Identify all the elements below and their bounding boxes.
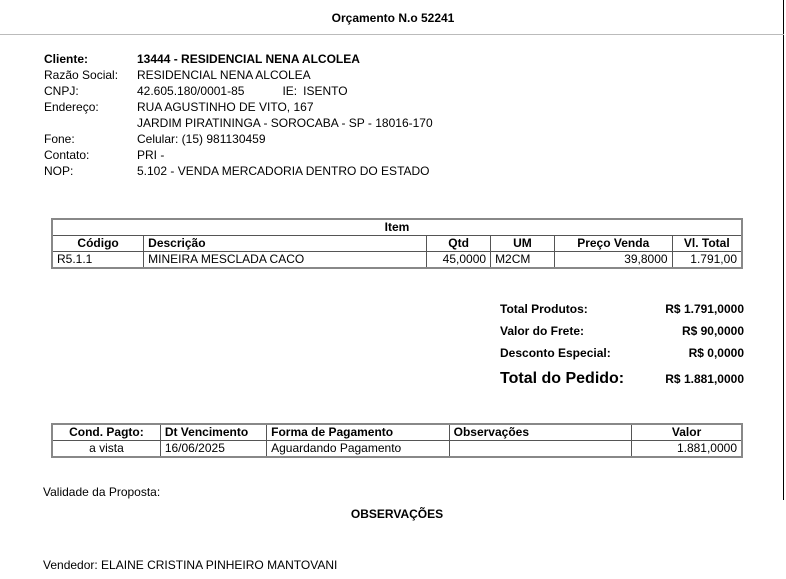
items-caption-row: [52, 219, 742, 236]
pay-forma: Aguardando Pagamento: [267, 441, 450, 458]
cliente-label: Cliente:: [44, 52, 89, 66]
table-row: [52, 252, 742, 269]
pay-valor: 1.881,0000: [632, 441, 742, 458]
pay-cond: a vista: [52, 441, 160, 458]
cnpj-value: 42.605.180/0001-85: [137, 84, 245, 98]
desconto-value: R$ 0,0000: [688, 346, 744, 360]
client-row-endereco-2: [44, 115, 433, 131]
total-produtos-value: R$ 1.791,0000: [665, 302, 744, 316]
endereco-line1: RUA AGUSTINHO DE VITO, 167: [137, 100, 314, 114]
col-preco: Preço Venda: [554, 236, 672, 252]
endereco-line2: JARDIM PIRATININGA - SOROCABA - SP - 18016-170: [137, 116, 433, 130]
items-caption: Item: [52, 219, 742, 236]
col-qtd: Qtd: [427, 236, 491, 252]
item-qtd: 45,0000: [427, 252, 491, 269]
document-title: Orçamento N.o 52241: [331, 11, 455, 25]
client-row-razao: [44, 67, 433, 83]
cliente-value: 13444 - RESIDENCIAL NENA ALCOLEA: [137, 52, 360, 66]
total-produtos-label: Total Produtos:: [500, 302, 588, 316]
col-um: UM: [491, 236, 555, 252]
contato-value: PRI -: [137, 148, 165, 162]
ie-value: ISENTO: [303, 84, 348, 98]
col-cond: Cond. Pagto:: [52, 424, 160, 441]
desconto-label: Desconto Especial:: [500, 346, 611, 360]
client-row-endereco: [44, 99, 433, 115]
payment-header-row: [52, 424, 742, 441]
col-forma: Forma de Pagamento: [267, 424, 450, 441]
nop-value: 5.102 - VENDA MERCADORIA DENTRO DO ESTADO: [137, 164, 430, 178]
cnpj-label: CNPJ:: [44, 84, 79, 98]
total-pedido-label: Total do Pedido:: [500, 370, 625, 387]
client-row-contato: [44, 147, 433, 163]
items-table: [51, 218, 743, 269]
col-vencimento: Dt Vencimento: [160, 424, 266, 441]
client-row-fone: [44, 131, 433, 147]
valor-frete-value: R$ 90,0000: [681, 324, 744, 338]
client-row-cliente: [44, 51, 433, 67]
vendedor: Vendedor: ELAINE CRISTINA PINHEIRO MANTOVANI: [43, 558, 338, 572]
valor-frete-label: Valor do Frete:: [500, 324, 585, 338]
header-divider: [0, 34, 784, 35]
items-header-row: [52, 236, 742, 252]
client-row-nop: [44, 163, 433, 179]
ie-label: IE:: [282, 84, 298, 98]
col-total: Vl. Total: [672, 236, 742, 252]
item-preco: 39,8000: [554, 252, 672, 269]
item-um: M2CM: [491, 252, 555, 269]
col-codigo: Código: [52, 236, 144, 252]
item-descricao: MINEIRA MESCLADA CACO: [144, 252, 427, 269]
pay-obs: [449, 441, 632, 458]
col-descricao: Descrição: [144, 236, 427, 252]
item-codigo: R5.1.1: [52, 252, 144, 269]
total-pedido-value: R$ 1.881,0000: [665, 372, 744, 386]
validade-label: Validade da Proposta:: [43, 485, 161, 499]
endereco-label: Endereço:: [44, 100, 99, 114]
client-row-cnpj: [44, 83, 433, 99]
pay-vencimento: 16/06/2025: [160, 441, 266, 458]
nop-label: NOP:: [44, 164, 74, 178]
contato-label: Contato:: [44, 148, 90, 162]
item-total: 1.791,00: [672, 252, 742, 269]
col-obs: Observações: [449, 424, 632, 441]
col-valor: Valor: [632, 424, 742, 441]
razao-value: RESIDENCIAL NENA ALCOLEA: [137, 68, 311, 82]
razao-label: Razão Social:: [44, 68, 119, 82]
page-right-border: [783, 0, 784, 500]
client-info: [44, 51, 433, 179]
observacoes-title: OBSERVAÇÕES: [350, 507, 444, 521]
fone-label: Fone:: [44, 132, 75, 146]
payment-table: [51, 423, 743, 458]
fone-value: Celular: (15) 981130459: [137, 132, 266, 146]
table-row: [52, 441, 742, 458]
